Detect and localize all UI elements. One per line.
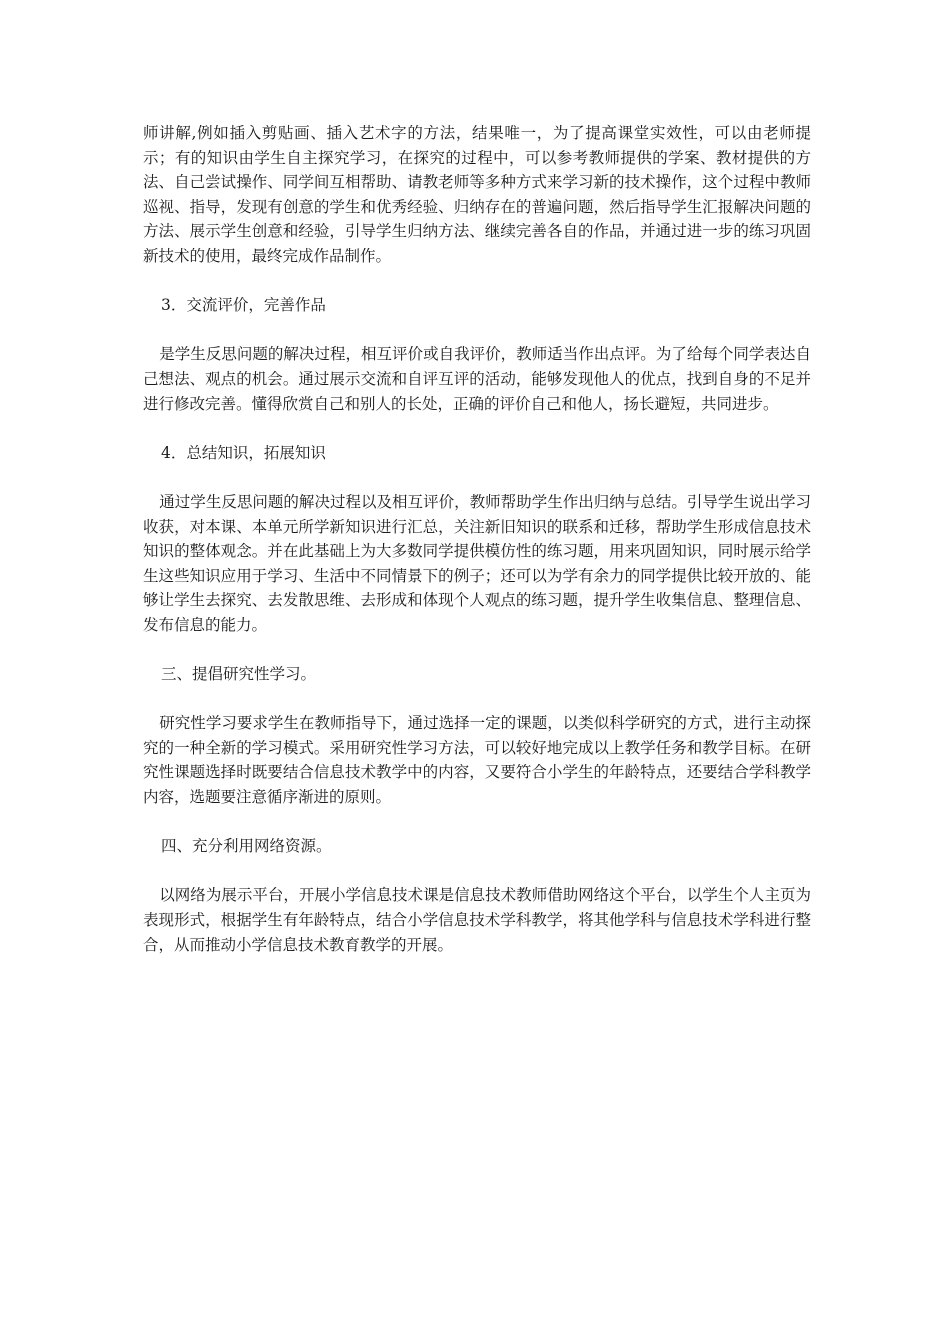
heading-exchange-evaluation: 3．交流评价，完善作品	[161, 296, 326, 315]
paragraph-gap	[143, 637, 811, 662]
paragraph-reflection: 是学生反思问题的解决过程，相互评价或自我评价，教师适当作出点评。为了给每个同学表达自己想法、观点的机会。通过展示交流和自评互评的活动，能够发现他人的优点，找到自身的不足并进行修改完善。懂得欣赏自己和别人的长处，正确的评价自己和他人，扬长避短，共同进步。	[143, 345, 811, 413]
paragraph-gap	[143, 318, 811, 343]
paragraph-research-learning: 研究性学习要求学生在教师指导下，通过选择一定的课题，以类似科学研究的方式，进行主动探究的一种全新的学习模式。采用研究性学习方法，可以较好地完成以上教学任务和教学目标。在研究性课题选择时既要结合信息技术教学中的内容，又要符合小学生的年龄特点，还要结合学科教学内容，选题要注意循序渐进的原则。	[143, 714, 811, 807]
paragraph-gap	[143, 810, 811, 835]
paragraph-gap	[143, 416, 811, 441]
paragraph-gap	[143, 859, 811, 884]
paragraph-gap	[143, 269, 811, 294]
heading-network-resources: 四、充分利用网络资源。	[161, 837, 332, 856]
document-body	[143, 121, 811, 957]
paragraph-teacher-explanation: 师讲解,例如插入剪贴画、插入艺术字的方法，结果唯一，为了提高课堂实效性，可以由老师提示；有的知识由学生自主探究学习，在探究的过程中，可以参考教师提供的学案、教材提供的方法、自己尝试操作、同学间互相帮助、请教老师等多种方式来学习新的技术操作，这个过程中教师巡视、指导，发现有创意的学生和优秀经验、归纳存在的普遍问题，然后指导学生汇报解决问题的方法、展示学生创意和经验，引导学生归纳方法、继续完善各自的作品，并通过进一步的练习巩固新技术的使用，最终完成作品制作。	[143, 124, 811, 265]
paragraph-gap	[143, 687, 811, 712]
heading-research-learning: 三、提倡研究性学习。	[161, 665, 317, 684]
paragraph-network-platform: 以网络为展示平台，开展小学信息技术课是信息技术教师借助网络这个平台，以学生个人主页为表现形式，根据学生有年龄特点，结合小学信息技术学科教学，将其他学科与信息技术学科进行整合，从而推动小学信息技术教育教学的开展。	[143, 886, 811, 954]
paragraph-summary: 通过学生反思问题的解决过程以及相互评价，教师帮助学生作出归纳与总结。引导学生说出学习收获，对本课、本单元所学新知识进行汇总，关注新旧知识的联系和迁移，帮助学生形成信息技术知识的整体观念。并在此基础上为大多数同学提供模仿性的练习题，用来巩固知识，同时展示给学生这些知识应用于学习、生活中不同情景下的例子；还可以为学有余力的同学提供比较开放的、能够让学生去探究、去发散思维、去形成和体现个人观点的练习题，提升学生收集信息、整理信息、发布信息的能力。	[143, 492, 811, 634]
paragraph-gap	[143, 465, 811, 490]
heading-summarize-knowledge: 4．总结知识，拓展知识	[161, 443, 326, 462]
